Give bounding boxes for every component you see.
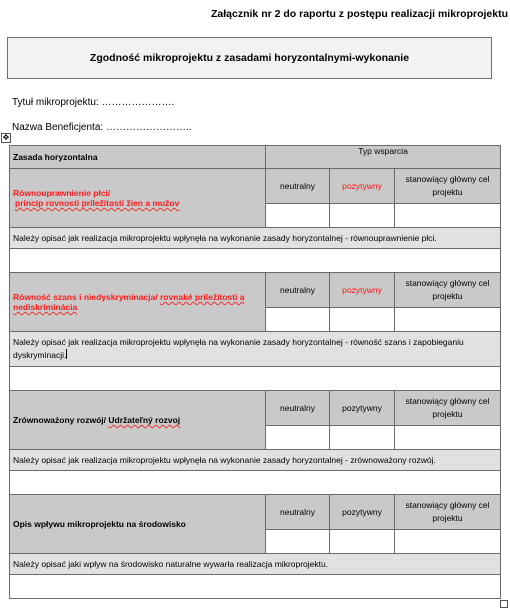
description-prompt: Należy opisać jak realizacja mikroprojektu wpłynęła na wykonanie zasady horyzontalnej - równouprawnienie płci.: [10, 228, 501, 249]
option-positive: pozytywny: [330, 391, 395, 426]
checkbox-cell-neutral[interactable]: [266, 308, 330, 332]
option-positive: pozytywny: [330, 495, 395, 530]
description-input[interactable]: [10, 575, 501, 599]
option-main-goal: stanowiący główny cel projektu: [395, 273, 501, 308]
checkbox-cell-positive[interactable]: [330, 530, 395, 554]
description-input[interactable]: [10, 471, 501, 495]
option-neutral: neutralny: [266, 169, 330, 204]
checkbox-cell-positive[interactable]: [330, 308, 395, 332]
beneficiary-field[interactable]: Nazwa Beneficjenta: ……………………..: [12, 122, 192, 133]
description-input[interactable]: [10, 367, 501, 391]
option-positive: pozytywny: [330, 273, 395, 308]
principle-environmental-impact: Opis wpływu mikroprojektu na środowisko: [10, 495, 266, 554]
attachment-header: Załącznik nr 2 do raportu z postępu realizacji mikroprojektu: [211, 8, 508, 20]
principle-column-header: Zasada horyzontalna: [10, 146, 266, 169]
horizontal-principles-table: [9, 145, 501, 599]
principle-gender-equality: Równouprawnienie płci/ princip rovnosti príležitosti žien a mužov: [10, 169, 266, 228]
checkbox-cell-main-goal[interactable]: [395, 204, 501, 228]
description-prompt: Należy opisać jak realizacja mikroprojektu wpłynęła na wykonanie zasady horyzontalnej - równość szans i zapobieganiu dyskryminacji.: [10, 332, 501, 367]
checkbox-cell-neutral[interactable]: [266, 530, 330, 554]
checkbox-cell-positive[interactable]: [330, 426, 395, 450]
description-prompt: Należy opisać jaki wpływ na środowisko naturalne wywarła realizacja mikroprojektu.: [10, 554, 501, 575]
project-title-field[interactable]: Tytuł mikroprojektu: ………………….: [12, 97, 175, 108]
description-prompt: Należy opisać jak realizacja mikroprojektu wpłynęła na wykonanie zasady horyzontalnej - zrównoważony rozwój.: [10, 450, 501, 471]
document-title: Zgodność mikroprojektu z zasadami horyzontalnymi-wykonanie: [89, 52, 410, 64]
checkbox-cell-main-goal[interactable]: [395, 530, 501, 554]
principle-equal-opportunities: Równość szans i niedyskryminacja/ rovnaké príležitosti a nediskriminácia: [10, 273, 266, 332]
principle-sustainable-development: Zrównoważony rozwój/ Udržateľný rozvoj: [10, 391, 266, 450]
text-cursor: [66, 349, 67, 359]
option-main-goal: stanowiący główny cel projektu: [395, 495, 501, 530]
checkbox-cell-neutral[interactable]: [266, 204, 330, 228]
option-main-goal: stanowiący główny cel projektu: [395, 169, 501, 204]
move-handle-icon[interactable]: ✥: [2, 133, 10, 142]
option-positive: pozytywny: [330, 169, 395, 204]
option-neutral: neutralny: [266, 391, 330, 426]
checkbox-cell-main-goal[interactable]: [395, 426, 501, 450]
description-input[interactable]: [10, 249, 501, 273]
option-neutral: neutralny: [266, 273, 330, 308]
support-type-header: Typ wsparcia: [266, 146, 501, 169]
document-title-box: [7, 37, 492, 79]
resize-handle-icon[interactable]: [500, 600, 508, 608]
checkbox-cell-neutral[interactable]: [266, 426, 330, 450]
option-neutral: neutralny: [266, 495, 330, 530]
checkbox-cell-main-goal[interactable]: [395, 308, 501, 332]
checkbox-cell-positive[interactable]: [330, 204, 395, 228]
option-main-goal: stanowiący główny cel projektu: [395, 391, 501, 426]
